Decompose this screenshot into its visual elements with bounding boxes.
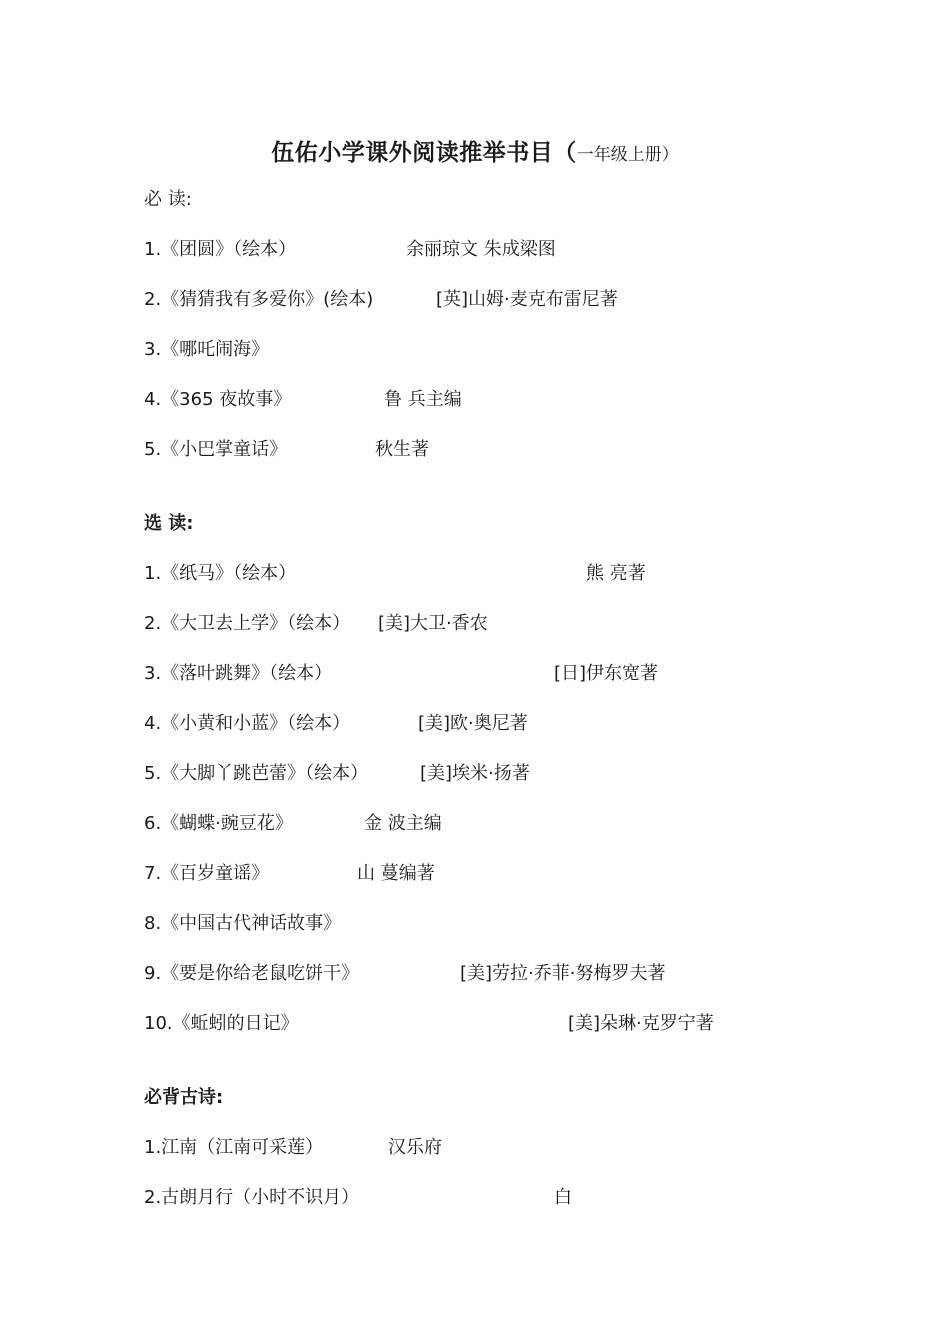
list-item [144, 612, 350, 636]
list-item [144, 862, 269, 886]
list-item [144, 338, 269, 362]
book-title: 10.《蚯蚓的日记》 [144, 1013, 299, 1034]
book-author: [美]欧·奥尼著 [418, 713, 528, 734]
book-title: 2.《猜猜我有多爱你》(绘本) [144, 289, 374, 310]
book-title: 6.《蝴蝶·豌豆花》 [144, 813, 293, 834]
list-item [144, 1012, 299, 1036]
poem-title: 2.古朗月行（小时不识月） [144, 1187, 360, 1208]
book-title: 3.《落叶跳舞》（绘本） [144, 663, 333, 684]
list-item [144, 238, 296, 262]
section-heading-poems: 必背古诗: [144, 1087, 224, 1108]
title-grade: 一年级上册） [576, 145, 679, 165]
list-item [144, 662, 332, 686]
list-item [144, 1136, 323, 1160]
book-title: 9.《要是你给老鼠吃饼干》 [144, 963, 360, 984]
book-title: 8.《中国古代神话故事》 [144, 913, 342, 934]
book-author: [美]朵琳·克罗宁著 [568, 1013, 714, 1034]
book-author: [美]劳拉·乔菲·努梅罗夫著 [460, 963, 666, 984]
book-title: 1.《团圆》（绘本） [144, 239, 297, 260]
book-author: 山 蔓编著 [357, 863, 435, 884]
book-author: [日]伊东宽著 [554, 663, 659, 684]
book-title: 5.《小巴掌童话》 [144, 439, 288, 460]
book-title: 4.《365 夜故事》 [144, 389, 292, 410]
poem-author: 白 [554, 1187, 572, 1208]
poem-author: 汉乐府 [388, 1137, 442, 1158]
book-title: 4.《小黄和小蓝》（绘本） [144, 713, 351, 734]
book-author: 秋生著 [375, 439, 429, 460]
list-item [144, 762, 368, 786]
section-heading-optional: 选 读: [144, 513, 194, 534]
section-heading-required: 必 读: [144, 189, 192, 210]
book-title: 7.《百岁童谣》 [144, 863, 270, 884]
book-title: 2.《大卫去上学》（绘本） [144, 613, 351, 634]
title-main: 伍佑小学课外阅读推举书目（ [271, 140, 577, 166]
list-item [144, 1186, 359, 1210]
poem-title: 1.江南（江南可采莲） [144, 1137, 324, 1158]
book-author: [美]大卫·香农 [378, 613, 488, 634]
book-author: [英]山姆·麦克布雷尼著 [436, 289, 618, 310]
book-author: 熊 亮著 [586, 563, 646, 584]
list-item [144, 288, 373, 312]
book-author: 鲁 兵主编 [384, 389, 462, 410]
book-author: 余丽琼文 朱成梁图 [406, 239, 556, 260]
list-item [144, 912, 341, 936]
page-title [0, 134, 950, 167]
list-item [144, 812, 293, 836]
list-item [144, 388, 291, 412]
list-item [144, 562, 296, 586]
list-item [144, 962, 359, 986]
book-title: 3.《哪吒闹海》 [144, 339, 270, 360]
book-title: 1.《纸马》（绘本） [144, 563, 297, 584]
book-author: [美]埃米·扬著 [420, 763, 530, 784]
book-title: 5.《大脚丫跳芭蕾》（绘本） [144, 763, 369, 784]
list-item [144, 712, 350, 736]
book-author: 金 波主编 [364, 813, 442, 834]
list-item [144, 438, 287, 462]
